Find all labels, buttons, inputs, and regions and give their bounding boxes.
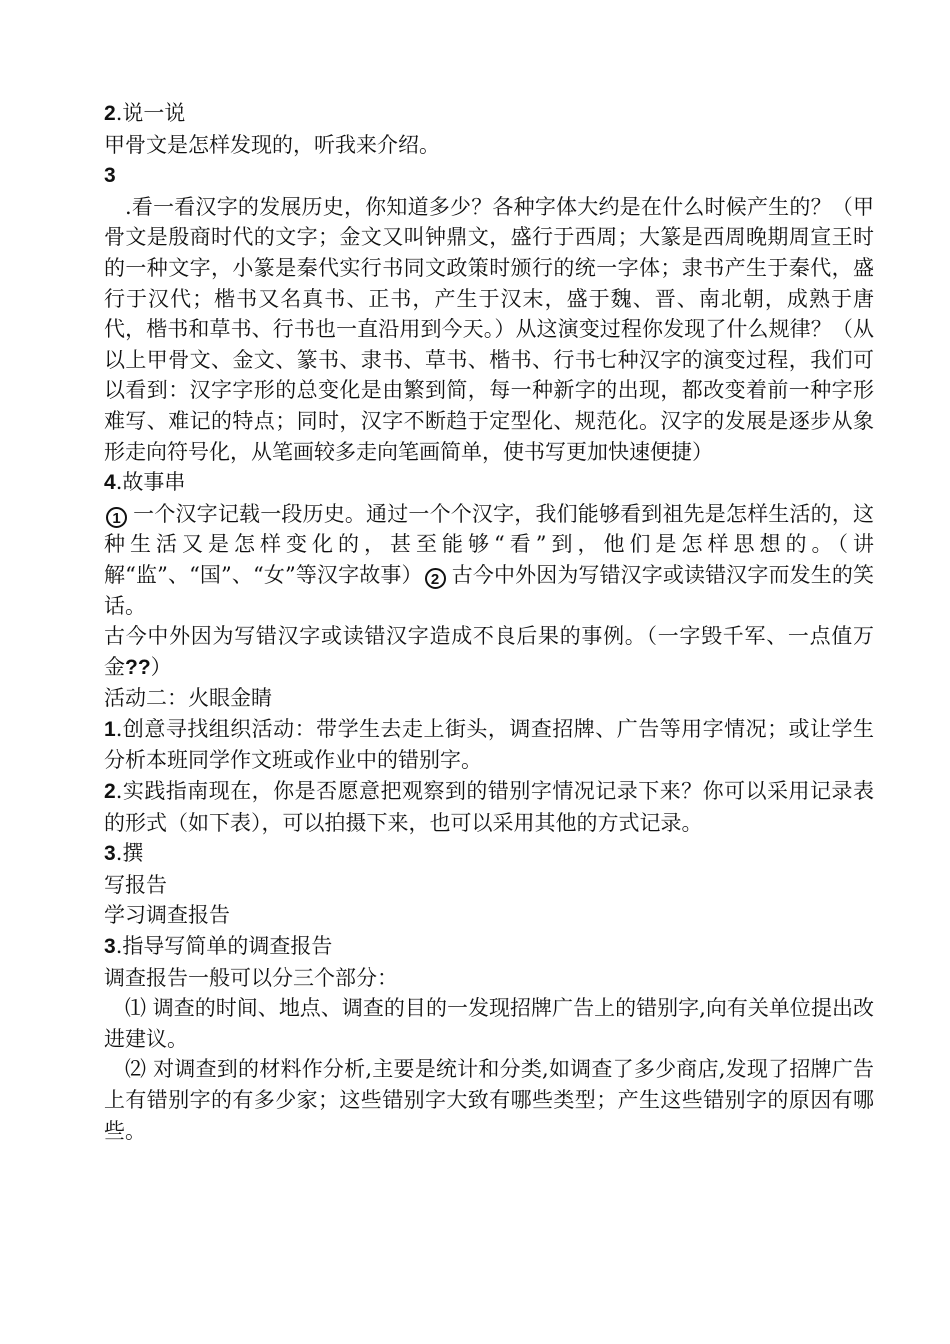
item-number: 1 — [104, 717, 116, 741]
section-number: 3 — [104, 164, 116, 188]
section-number: 2 — [104, 102, 116, 125]
item-text: .指导写简单的调查报告 — [115, 934, 333, 959]
item-text: .撰 — [115, 841, 144, 866]
paragraph-stories — [104, 499, 874, 621]
section-number: 4 — [104, 471, 116, 495]
paragraph-learn-report: 学习调查报告 — [104, 903, 230, 928]
paragraph-oracle-bone: 甲骨文是怎样发现的，听我来介绍。 — [104, 132, 440, 157]
section-heading-stories — [104, 467, 874, 499]
activity-item-2 — [104, 776, 874, 838]
activity-item-3 — [104, 838, 874, 870]
report-part-1: ⑴ 调查的时间、地点、调查的目的一发现招牌广告上的错别字,向有关单位提出改进建议。 — [104, 996, 874, 1051]
item-text: .实践指南现在，你是否愿意把观察到的错别字情况记录下来？你可以采用记录表的形式（如下表），可以拍摄下来，也可以采用其他的方式记录。 — [104, 779, 874, 835]
circled-number-1: 1 — [106, 507, 127, 528]
story-text-2: 古今中外因为写错汉字或读错汉字而发生的笑话。 — [104, 562, 875, 618]
examples-end: ） — [150, 654, 172, 679]
paragraph-report-parts: 调查报告一般可以分三个部分： — [104, 965, 398, 990]
section-title: .说一说 — [115, 101, 186, 125]
section-title: .故事串 — [115, 470, 186, 495]
paragraph-examples — [104, 621, 874, 683]
paragraph-character-history: .看一看汉字的发展历史，你知道多少？各种字体大约是在什么时候产生的？（甲骨文是殷商时代的文字；金文又叫钟鼎文，盛行于西周；大篆是西周晚期周宣王时的一种文字，小篆是秦代实行书同文政策时颁行的统一字体；隶书产生于秦代，盛行于汉代；楷书又名真书、正书，产生于汉末，盛于魏、晋、南北朝，成熟于唐代，楷书和草书、行书也一直沿用到今天。）从这演变过程你发现了什么规律？（从以上甲骨文、金文、篆书、隶书、草书、楷书、行书七种汉字的演变过程，我们可以看到：汉字字形的总变化是由繁到简，每一种新字的出现，都改变着前一种字形难写、难记的特点；同时，汉字不断趋于定型化、规范化。汉字的发展是逐步从象形走向符号化，从笔画较多走向笔画简单，使书写更加快速便捷） — [104, 194, 874, 464]
activity-item-1 — [104, 714, 874, 776]
item-number: 3 — [104, 842, 116, 866]
activity-two-heading: 活动二：火眼金睛 — [104, 686, 272, 711]
activity-item-3-continued: 写报告 — [104, 872, 167, 897]
item-number: 3 — [104, 935, 116, 959]
activity-item-3b — [104, 931, 874, 963]
report-part-2: ⑵ 对调查到的材料作分析,主要是统计和分类,如调查了多少商店,发现了招牌广告上有错别字的有多少家；这些错别字大致有哪些类型；产生这些错别字的原因有哪些。 — [104, 1057, 874, 1143]
item-text: .创意寻找组织活动：带学生去走上街头，调查招牌、广告等用字情况；或让学生分析本班同学作文班或作业中的错别字。 — [104, 716, 874, 773]
section-number-line — [104, 160, 874, 192]
document-body — [104, 98, 874, 1146]
circled-number-2: 2 — [425, 568, 446, 589]
examples-marks: ?? — [125, 655, 151, 679]
examples-text: 古今中外因为写错汉字或读错汉字造成不良后果的事例。（一字毁千军、一点值万金 — [104, 624, 874, 679]
item-number: 2 — [104, 780, 116, 804]
story-text-1: 一个汉字记载一段历史。通过一个个汉字，我们能够看到祖先是怎样生活的，这种生活又是怎样变化的，甚至能够“看”到，他们是怎样思想的。（讲解“监”、“国”、“女”等汉字故事） — [104, 501, 874, 587]
section-heading-say — [104, 98, 874, 130]
